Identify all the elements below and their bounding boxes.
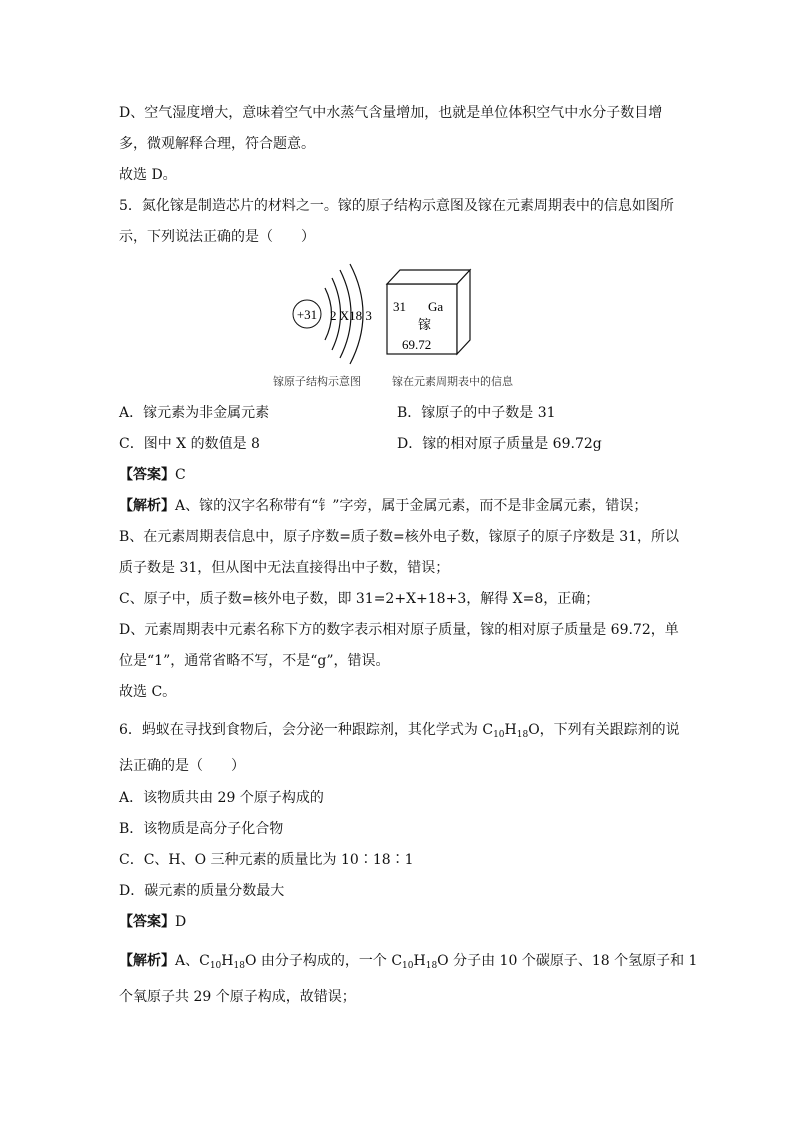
q5-analysis: 位是“1”，通常省略不写，不是“g”，错误。 xyxy=(119,653,390,669)
subscript: 10 xyxy=(209,961,222,971)
subscript: 10 xyxy=(493,730,505,740)
q5-choice: 故选 C。 xyxy=(119,684,177,700)
q6-stem: 法正确的是（ ） xyxy=(119,758,245,774)
answer-value: C xyxy=(175,467,186,483)
element-symbol: Ga xyxy=(428,299,444,314)
q5-analysis: D、元素周期表中元素名称下方的数字表示相对原子质量，镓的相对原子质量是 69.72，单 xyxy=(119,622,679,638)
choice-line: 故选 D。 xyxy=(119,167,177,183)
q6-analysis xyxy=(119,951,697,971)
atomic-number: 31 xyxy=(393,299,406,314)
analysis-part: O 分子由 10 个碳原子、18 个氢原子和 1 xyxy=(437,953,698,969)
element-cell-side xyxy=(457,270,470,354)
subscript: 18 xyxy=(233,961,245,971)
q5-option-b: B．镓原子的中子数是 31 xyxy=(397,405,556,421)
q6-stem xyxy=(119,720,680,740)
stem-part: H xyxy=(504,722,517,738)
analysis-part: O 由分子构成的，一个 C xyxy=(244,953,403,969)
stem-part: 6．蚂蚁在寻找到食物后，会分泌一种跟踪剂，其化学式为 C xyxy=(119,722,494,738)
element-name: 镓 xyxy=(418,317,432,332)
analysis-part: H xyxy=(413,953,426,969)
q5-analysis: B、在元素周期表信息中，原子序数=质子数=核外电子数，镓原子的原子序数是 31，所以 xyxy=(119,529,680,545)
q5-analysis: C、原子中，质子数=核外电子数，即 31=2+X+18+3，解得 X=8，正确； xyxy=(119,591,600,607)
text-line: 多，微观解释合理，符合题意。 xyxy=(119,136,315,152)
subscript: 18 xyxy=(425,961,438,971)
q6-answer xyxy=(119,912,186,932)
caption-cell: 镓在元素周期表中的信息 xyxy=(392,376,513,388)
q6-option-b: B．该物质是高分子化合物 xyxy=(119,821,284,837)
q6-option-a: A．该物质共由 29 个原子构成的 xyxy=(119,790,324,806)
analysis-text: A、镓的汉字名称带有“钅”字旁，属于金属元素，而不是非金属元素，错误； xyxy=(175,498,648,514)
text-line: D、空气湿度增大，意味着空气中水蒸气含量增加，也就是单位体积空气中水分子数目增 xyxy=(119,105,663,121)
q5-option-d: D．镓的相对原子质量是 69.72g xyxy=(397,436,602,452)
q5-stem: 5．氮化镓是制造芯片的材料之一。镓的原子结构示意图及镓在元素周期表中的信息如图所 xyxy=(119,198,674,214)
element-cell-top xyxy=(387,270,470,284)
answer-label: 【答案】 xyxy=(119,467,175,483)
subscript: 10 xyxy=(402,961,414,971)
analysis-label: 【解析】 xyxy=(119,498,175,514)
answer-value: D xyxy=(175,914,187,930)
q6-analysis: 个氧原子共 29 个原子构成，故错误； xyxy=(119,989,356,1005)
nucleus-label: +31 xyxy=(296,307,318,322)
q5-figure xyxy=(270,258,540,393)
answer-label: 【答案】 xyxy=(119,914,175,930)
analysis-part: H xyxy=(221,953,234,969)
stem-part: O，下列有关跟踪剂的说 xyxy=(528,722,680,738)
q6-option-c: C．C、H、O 三种元素的质量比为 10∶18∶1 xyxy=(119,852,414,868)
q5-stem: 示，下列说法正确的是（ ） xyxy=(119,229,315,245)
q6-option-d: D．碳元素的质量分数最大 xyxy=(119,883,285,899)
atomic-mass: 69.72 xyxy=(402,337,432,352)
caption-atom: 镓原子结构示意图 xyxy=(273,376,361,388)
analysis-part: A、C xyxy=(175,953,210,969)
analysis-label: 【解析】 xyxy=(119,953,175,969)
q5-option-a: A．镓元素为非金属元素 xyxy=(119,405,270,421)
q5-analysis: 质子数是 31，但从图中无法直接得出中子数，错误； xyxy=(119,560,450,576)
shell-electrons: 2 X18 3 xyxy=(330,308,372,323)
q5-answer xyxy=(119,465,186,485)
q5-analysis xyxy=(119,496,647,516)
atom-and-cell-diagram xyxy=(270,258,540,393)
subscript: 18 xyxy=(516,730,529,740)
q5-option-c: C．图中 X 的数值是 8 xyxy=(119,436,260,452)
